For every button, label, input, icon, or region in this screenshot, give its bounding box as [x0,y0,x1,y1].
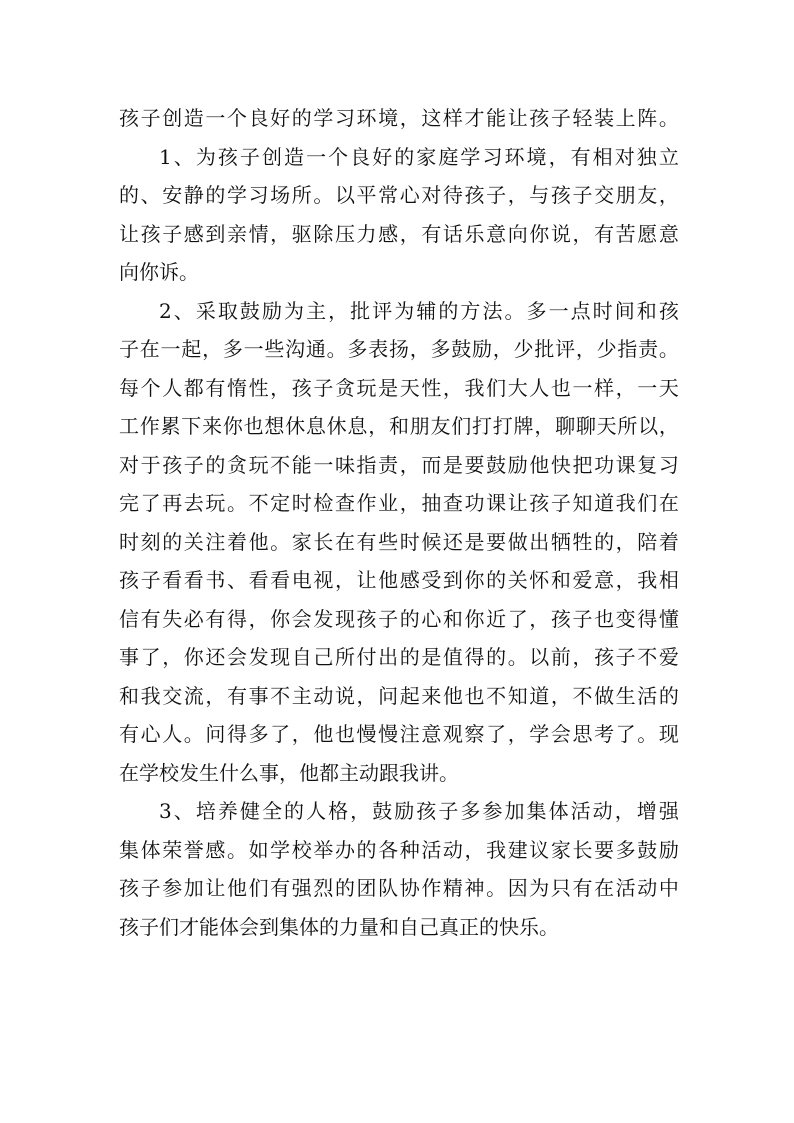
text-line: 孩子们才能体会到集体的力量和自己真正的快乐。 [119,914,559,939]
text-line: 向你诉。 [119,260,199,284]
text-line: 有 心 人 。 问 得 多 了 ， 他 也 慢 慢 注 意 观 察 了 ， 学 会 思 考 了 。 现 [119,722,679,746]
text-line: 孩 子 创 造 一 个 良 好 的 学 习 环 境 ， 这 样 才 能 让 孩 子 轻 装 上 阵 。 [119,106,679,130]
text-line: 3 、 培 养 健 全 的 人 格 ， 鼓 励 孩 子 多 参 加 集 体 活 动 ， 增 强 [159,799,679,823]
text-line: 让 孩 子 感 到 亲 情 ， 驱 除 压 力 感 ， 有 话 乐 意 向 你 说 ， 有 苦 愿 意 [119,221,679,246]
text-line: 和 我 交 流 ， 有 事 不 主 动 说 ， 问 起 来 他 也 不 知 道 ， 不 做 生 活 的 [119,683,679,708]
text-line: 的 、 安 静 的 学 习 场 所 。 以 平 常 心 对 待 孩 子 ， 与 孩 子 交 朋 友 ， [119,183,679,207]
text-line: 孩 子 参 加 让 他 们 有 强 烈 的 团 队 协 作 精 神 。 因 为 只 有 在 活 动 中 [119,876,679,900]
text-line: 完 了 再 去 玩 。 不 定 时 检 查 作 业 ， 抽 查 功 课 让 孩 子 知 道 我 们 在 [119,491,679,515]
text-line: 对 于 孩 子 的 贪 玩 不 能 一 味 指 责 ， 而 是 要 鼓 励 他 快 把 功 课 复 习 [119,452,679,477]
text-line: 事 了 ， 你 还 会 发 现 自 己 所 付 出 的 是 值 得 的 。 以 前 ， 孩 子 不 爱 [119,645,679,669]
text-line: 子 在 一 起 ， 多 一 些 沟 通 。 多 表 扬 ， 多 鼓 励 ， 少 批 评 ， 少 指 责 。 [119,337,679,361]
text-line: 工 作 累 下 来 你 也 想 休 息 休 息 ， 和 朋 友 们 打 打 牌 ， 聊 聊 天 所 以 ， [119,414,679,438]
text-line: 时 刻 的 关 注 着 他 。 家 长 在 有 些 时 候 还 是 要 做 出 牺 牲 的 ， 陪 着 [119,529,679,554]
text-line: 2 、 采 取 鼓 励 为 主 ， 批 评 为 辅 的 方 法 。 多 一 点 时 间 和 孩 [159,298,679,323]
text-line: 在学校发生什么事，他都主动跟我讲。 [119,760,459,785]
text-line: 集 体 荣 誉 感 。 如 学 校 举 办 的 各 种 活 动 ， 我 建 议 家 长 要 多 鼓 励 [119,837,679,862]
body-text [119,99,679,946]
text-line: 信 有 失 必 有 得 ， 你 会 发 现 孩 子 的 心 和 你 近 了 ， 孩 子 也 变 得 懂 [119,606,679,631]
text-line: 1 、 为 孩 子 创 造 一 个 良 好 的 家 庭 学 习 环 境 ， 有 相 对 独 立 [159,144,679,169]
text-line: 孩 子 看 看 书 、 看 看 电 视 ， 让 他 感 受 到 你 的 关 怀 和 爱 意 ， 我 相 [119,568,679,592]
text-line: 每 个 人 都 有 惰 性 ， 孩 子 贪 玩 是 天 性 ， 我 们 大 人 也 一 样 ， 一 天 [119,375,679,400]
